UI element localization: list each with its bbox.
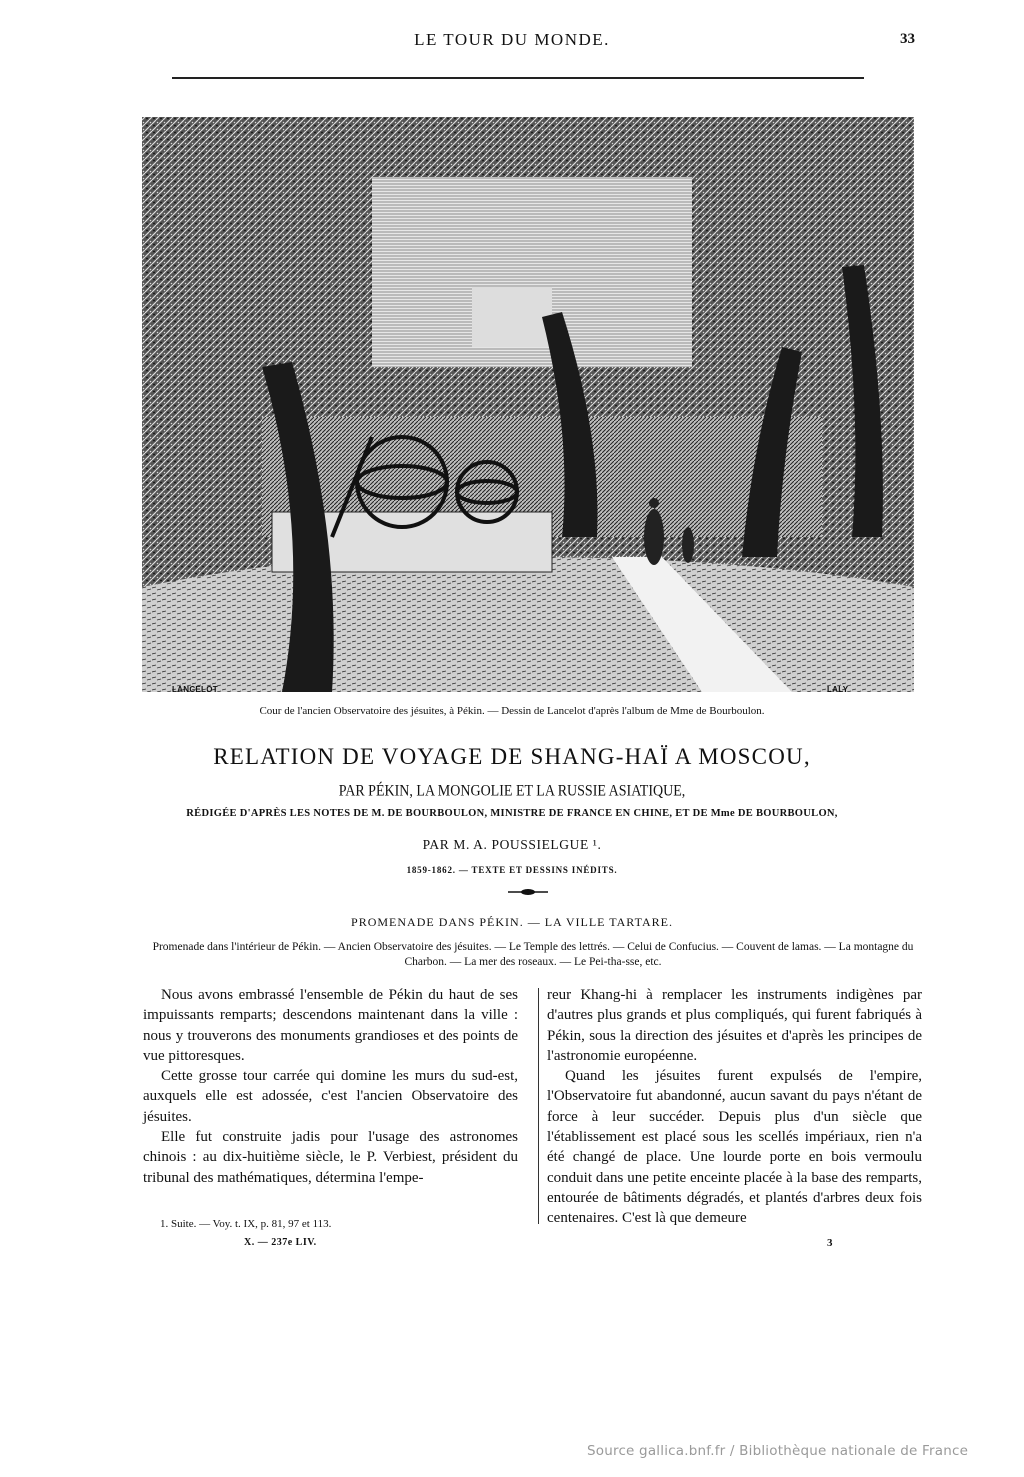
printer-signature-mark: X. — 237e LIV.	[244, 1237, 317, 1248]
engraver-signature-left: LANCELOT	[172, 685, 218, 694]
page-number: 33	[900, 31, 915, 47]
running-head: LE TOUR DU MONDE.	[414, 30, 610, 49]
paragraph: Elle fut construite jadis pour l'usage des astronomes chinois : au dix-huitième siècle, le P. Verbiest, président du tribunal des mathématiques, détermina l'empe-	[143, 1129, 518, 1186]
article-author: PAR M. A. POUSSIELGUE ¹.	[422, 837, 602, 852]
section-title: PROMENADE DANS PÉKIN. — LA VILLE TARTARE.	[351, 915, 673, 929]
paragraph: Cette grosse tour carrée qui domine les murs du sud-est, auxquels elle est adossée, c'est l'ancien Observatoire des jésuites.	[143, 1068, 518, 1125]
paragraph: Nous avons embrassé l'ensemble de Pékin du haut de ses impuissants remparts; descendons maintenant dans la ville : nous y trouverons des monuments grandioses et des points de vue pittoresques.	[143, 987, 518, 1064]
text-column-left	[143, 985, 518, 1188]
observatory-tower	[472, 287, 552, 347]
sheet-number: 3	[827, 1237, 833, 1249]
column-divider	[538, 988, 539, 1224]
paragraph: Quand les jésuites furent expulsés de l'empire, l'Observatoire fut abandonné, aucun savant du pays n'étant de force à leur succéder. Depuis plus d'un siècle que l'établissement est placé sous les scellés impériaux, rien n'a été changé de place. Une lourde porte en bois vermoulu conduit dans une petite enceinte placée à la base des remparts, entourée de bâtiments dégradés, et plantés d'arbres deux fois centenaires. C'est là que demeure	[547, 1068, 922, 1227]
illustration-caption: Cour de l'ancien Observatoire des jésuites, à Pékin. — Dessin de Lancelot d'après l'album de Mme de Bourboulon.	[259, 705, 765, 717]
article-subtitle: PAR PÉKIN, LA MONGOLIE ET LA RUSSIE ASIATIQUE,	[338, 782, 686, 801]
engraver-signature-right: LALY	[827, 685, 849, 694]
source-attribution: Source gallica.bnf.fr / Bibliothèque nationale de France	[587, 1443, 969, 1459]
article-credits: RÉDIGÉE D'APRÈS LES NOTES DE M. DE BOURBOULON, MINISTRE DE FRANCE EN CHINE, ET DE Mme DE BOURBOULON,	[186, 808, 838, 819]
section-summary: Promenade dans l'intérieur de Pékin. — Ancien Observatoire des jésuites. — Le Temple des lettrés. — Celui de Confucius. — Couvent de lamas. — La montagne du Charbon. — La mer des roseaux. — Le Pei-tha-sse, etc.	[152, 941, 914, 968]
ornament-divider	[508, 887, 548, 897]
paragraph: reur Khang-hi à remplacer les instruments indigènes par d'autres plus grands et plus compliqués, qui furent fabriqués à Pékin, sous la direction des jésuites et d'après les principes de l'astronomie européenne.	[547, 987, 922, 1064]
footnote: 1. Suite. — Voy. t. IX, p. 81, 97 et 113.	[160, 1218, 332, 1230]
header-rule	[172, 77, 864, 79]
ground	[142, 555, 914, 692]
engraving-image	[142, 117, 914, 692]
article-title: RELATION DE VOYAGE DE SHANG-HAÏ A MOSCOU,	[213, 744, 811, 769]
article-dates: 1859-1862. — TEXTE ET DESSINS INÉDITS.	[406, 865, 618, 875]
text-column-right	[547, 985, 922, 1229]
engraving-illustration	[142, 117, 914, 692]
